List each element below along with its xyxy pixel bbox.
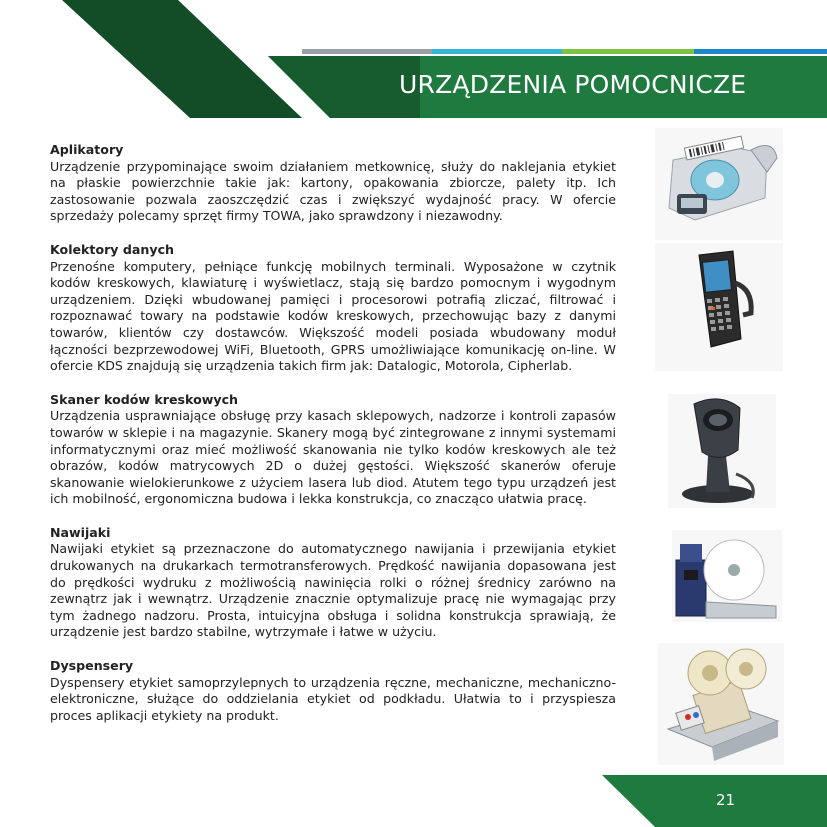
section-title: Nawijaki <box>50 524 111 540</box>
footer-banner <box>0 775 827 827</box>
section-text: Przenośne komputery, pełniące funkcję mobilnych terminali. Wyposażone w czytnik kodów kreskowych, klawiaturę i wyświetlacz, stają się bardzo pomocnym i wygodnym urządzeniem. Dzięki wbudowanej pamięci i procesorowi potrafią zliczać, filtrować i rozpoznawać towary na podstawie kodów kreskowych, przechowując bazy z danymi towarów, klientów czy dostawców. Większość modeli posiada wbudowany moduł łączności bezprzewodowej WiFi, Bluetooth, GPRS umożliwiające komunikację on-line. W ofercie KDS znajdują się urządzenia takich firm jak: Datalogic, Motorola, Cipherlab. <box>50 258 616 374</box>
applicator-image <box>655 128 783 240</box>
stripe-lime <box>562 49 694 54</box>
page-header <box>0 0 827 120</box>
section-title: Skaner kodów kreskowych <box>50 391 239 407</box>
section-text: Urządzenia usprawniające obsługę przy kasach sklepowych, nadzorze i kontroli zapasów towarów w sklepie i na magazynie. Skanery mogą być zintegrowane z innymi systemami informatycznymi oraz mieć możliwość skanowania nie tylko kodów kreskowych ale też obrazów, kodów matrycowych 2D o dużej gęstości. Większość skanerów oferuje skanowanie wielokierunkowe z użyciem lasera lub diod. Atutem tego typu urządzeń jest ich mobilność, ergonomiczna budowa i lekka konstrukcja, co znacząco ułatwia pracę. <box>50 408 616 507</box>
section-nawijaki <box>50 525 616 641</box>
section-aplikatory <box>50 142 616 225</box>
page-footer <box>0 775 827 827</box>
dispenser-image <box>658 643 784 765</box>
page-number: 21 <box>716 791 736 809</box>
dots-logo-icon <box>0 0 24 30</box>
section-text: Nawijaki etykiet są przeznaczone do automatycznego nawijania i przewijania etykiet drukowanych na drukarkach termotransferowych. Prędkość nawijania dopasowana jest do prędkości wydruku z możliwością nawinięcia rolki o różnej średnicy zarówno na zewnątrz jak i wewnątrz. Urządzenie znacznie optymalizuje pracę nie wymagając przy tym żadnego nadzoru. Prosta, intuicyjna obsługa i solidna konstrukcja sprawiają, że urządzenie jest bardzo stabilne, wytrzymałe i łatwe w użyciu. <box>50 541 616 640</box>
stripe-gray <box>302 49 432 54</box>
header-diagonal-shape <box>62 0 302 118</box>
stripe-cyan <box>432 49 562 54</box>
page-title: URZĄDZENIA POMOCNICZE <box>399 70 747 99</box>
section-text: Dyspensery etykiet samoprzylepnych to urządzenia ręczne, mechaniczne, mechaniczno-elektroniczne, służące do oddzielania etykiet od podkładu. Ułatwia to i przyspiesza proces aplikacji etykiety na produkt. <box>50 674 616 723</box>
section-skaner-kodow <box>50 392 616 508</box>
section-dyspensery <box>50 658 616 724</box>
data-collector-image <box>655 243 783 371</box>
header-banner <box>0 0 827 120</box>
stripe-blue <box>694 49 827 54</box>
section-title: Aplikatory <box>50 142 124 157</box>
section-title: Kolektory danych <box>50 241 175 257</box>
section-text: Urządzenie przypominające swoim działaniem metkownicę, służy do naklejania etykiet na płaskie powierzchnie takie jak: kartony, opakowania zbiorcze, palety itp. Ich zastosowanie pozwala zaoszczędzić czas i zwiększyć wydajność pracy. W ofercie sprzedaży polecamy sprzęt firmy TOWA, jako sprawdzony i niezawodny. <box>50 158 616 224</box>
main-content <box>50 142 616 741</box>
section-kolektory-danych <box>50 242 616 375</box>
rewinder-image <box>672 530 782 622</box>
section-title: Dyspensery <box>50 658 134 674</box>
barcode-scanner-image <box>668 394 776 508</box>
